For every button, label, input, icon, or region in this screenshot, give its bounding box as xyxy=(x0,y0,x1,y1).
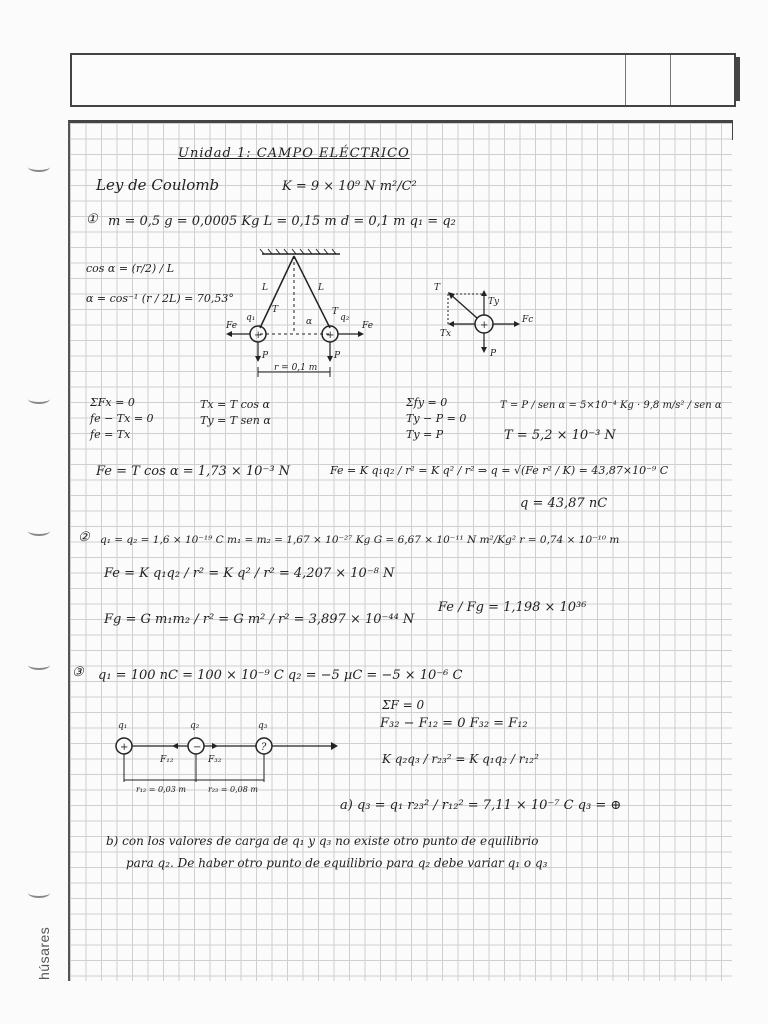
fig3-q3: q₃ xyxy=(258,721,268,731)
eq-col1-line2: fe − Tx = 0 xyxy=(90,412,154,425)
force-diagram xyxy=(428,280,548,360)
fig1-L-right: L xyxy=(318,283,324,293)
part-a-answer: a) q₃ = q₁ r₂₃² / r₁₂² = 7,11 × 10⁻⁷ C q₃ = ⊕ xyxy=(340,798,622,813)
fig1-T-left: T xyxy=(272,305,279,315)
equilibrium-eq2: K q₂q₃ / r₂₃² = K q₁q₂ / r₁₂² xyxy=(382,752,539,766)
eq-col3-line3: Ty = P xyxy=(406,428,444,441)
fig2-T: T xyxy=(434,283,441,293)
svg-text:−: − xyxy=(193,742,202,753)
fig2-Ty: Ty xyxy=(488,297,500,307)
fe-tcos-line: Fe = T cos α = 1,73 × 10⁻³ N xyxy=(96,464,291,479)
eq-col2-line2: Ty = T sen α xyxy=(200,414,271,427)
fig3-q1: q₁ xyxy=(118,721,128,731)
fig2-Fc: Fc xyxy=(522,315,534,325)
header-tab xyxy=(736,57,740,101)
fig1-r-label: r = 0,1 m xyxy=(274,363,318,373)
force-ratio-line: Fe / Fg = 1,198 × 10³⁶ xyxy=(438,600,587,615)
problem-3-number: ③ xyxy=(72,665,84,680)
charge-result: q = 43,87 nC xyxy=(520,496,608,511)
sum-forces: ΣF = 0 xyxy=(382,698,425,712)
fig1-fe-left: Fe xyxy=(226,321,238,331)
page-title: Unidad 1: CAMPO ELÉCTRICO xyxy=(178,146,410,161)
fig3-f32: F₃₂ xyxy=(208,755,222,765)
fig1-q1: q₁ xyxy=(246,313,256,323)
fe-k-line: Fe = K q₁q₂ / r² = K q² / r² ⇒ q = √(Fe r² / K) = 43,87×10⁻⁹ C xyxy=(330,464,669,477)
fig3-r12: r₁₂ = 0,03 m xyxy=(136,785,186,794)
fig1-p-right: P xyxy=(334,351,341,361)
part-b-line1: b) con los valores de carga de q₁ y q₃ no existe otro punto de equilibrio xyxy=(106,834,539,848)
eq-col3-line1: Σfy = 0 xyxy=(406,396,448,409)
fig1-p-left: P xyxy=(262,351,269,361)
problem-3-data: q₁ = 100 nC = 100 × 10⁻⁹ C q₂ = −5 µC = −5 × 10⁻⁶ C xyxy=(98,668,463,683)
fig1-fe-right: Fe xyxy=(362,321,374,331)
svg-text:?: ? xyxy=(261,742,267,753)
equilibrium-eq1: F₃₂ − F₁₂ = 0 F₃₂ = F₁₂ xyxy=(380,716,528,731)
tension-result: T = 5,2 × 10⁻³ N xyxy=(504,428,616,443)
coulomb-constant: K = 9 × 10⁹ N m²/C² xyxy=(282,179,417,194)
eq-col3-line2: Ty − P = 0 xyxy=(406,412,467,425)
header-divider xyxy=(625,55,626,105)
subtitle: Ley de Coulomb xyxy=(96,176,220,194)
eq-col2-line1: Tx = T cos α xyxy=(200,398,270,411)
svg-text:+: + xyxy=(120,742,129,753)
binder-hole xyxy=(28,162,50,172)
charges-diagram xyxy=(102,714,352,796)
problem-1-number: ① xyxy=(86,212,98,227)
eq-col1-line3: fe = Tx xyxy=(90,428,131,441)
svg-text:+: + xyxy=(254,330,263,341)
fig2-Tx: Tx xyxy=(440,329,452,339)
eq-col1-line1: ΣFx = 0 xyxy=(90,396,135,409)
fe-electric-line: Fe = K q₁q₂ / r² = K q² / r² = 4,207 × 10⁻⁸ N xyxy=(104,566,395,581)
fig1-L-left: L xyxy=(262,283,268,293)
fig3-q2: q₂ xyxy=(190,721,200,731)
fig2-P: P xyxy=(490,349,497,359)
tension-formula: T = P / sen α = 5×10⁻⁴ Kg · 9,8 m/s² / sen α xyxy=(500,400,722,411)
cos-alpha-line: cos α = (r/2) / L xyxy=(86,262,175,275)
binder-hole xyxy=(28,394,50,404)
svg-text:+: + xyxy=(326,330,335,341)
brand-label: húsares xyxy=(36,926,52,980)
pendulum-diagram xyxy=(222,248,382,388)
fig1-q2: q₂ xyxy=(340,313,350,323)
fig1-T-right: T xyxy=(332,307,339,317)
fg-gravity-line: Fg = G m₁m₂ / r² = G m² / r² = 3,897 × 10⁻⁴⁴ N xyxy=(104,612,415,627)
problem-1-data: m = 0,5 g = 0,0005 Kg L = 0,15 m d = 0,1 m q₁ = q₂ xyxy=(108,214,456,229)
alpha-line: α = cos⁻¹ (r / 2L) = 70,53° xyxy=(86,292,234,305)
binder-hole xyxy=(28,888,50,898)
problem-2-data: q₁ = q₂ = 1,6 × 10⁻¹⁹ C m₁ = m₂ = 1,67 × 10⁻²⁷ Kg G = 6,67 × 10⁻¹¹ N m²/Kg² r = 0,74 × 10⁻¹⁰ m xyxy=(100,534,620,546)
header-box xyxy=(70,53,736,107)
svg-text:+: + xyxy=(480,320,489,331)
fig3-r23: r₂₃ = 0,08 m xyxy=(208,785,258,794)
fig3-f12: F₁₂ xyxy=(160,755,174,765)
binder-hole xyxy=(28,660,50,670)
part-b-line2: para q₂. De haber otro punto de equilibrio para q₂ debe variar q₁ o q₃ xyxy=(126,856,548,870)
header-divider xyxy=(670,55,671,105)
fig1-alpha: α xyxy=(306,317,313,327)
problem-2-number: ② xyxy=(78,530,90,545)
graph-paper xyxy=(68,120,732,981)
binder-hole xyxy=(28,526,50,536)
